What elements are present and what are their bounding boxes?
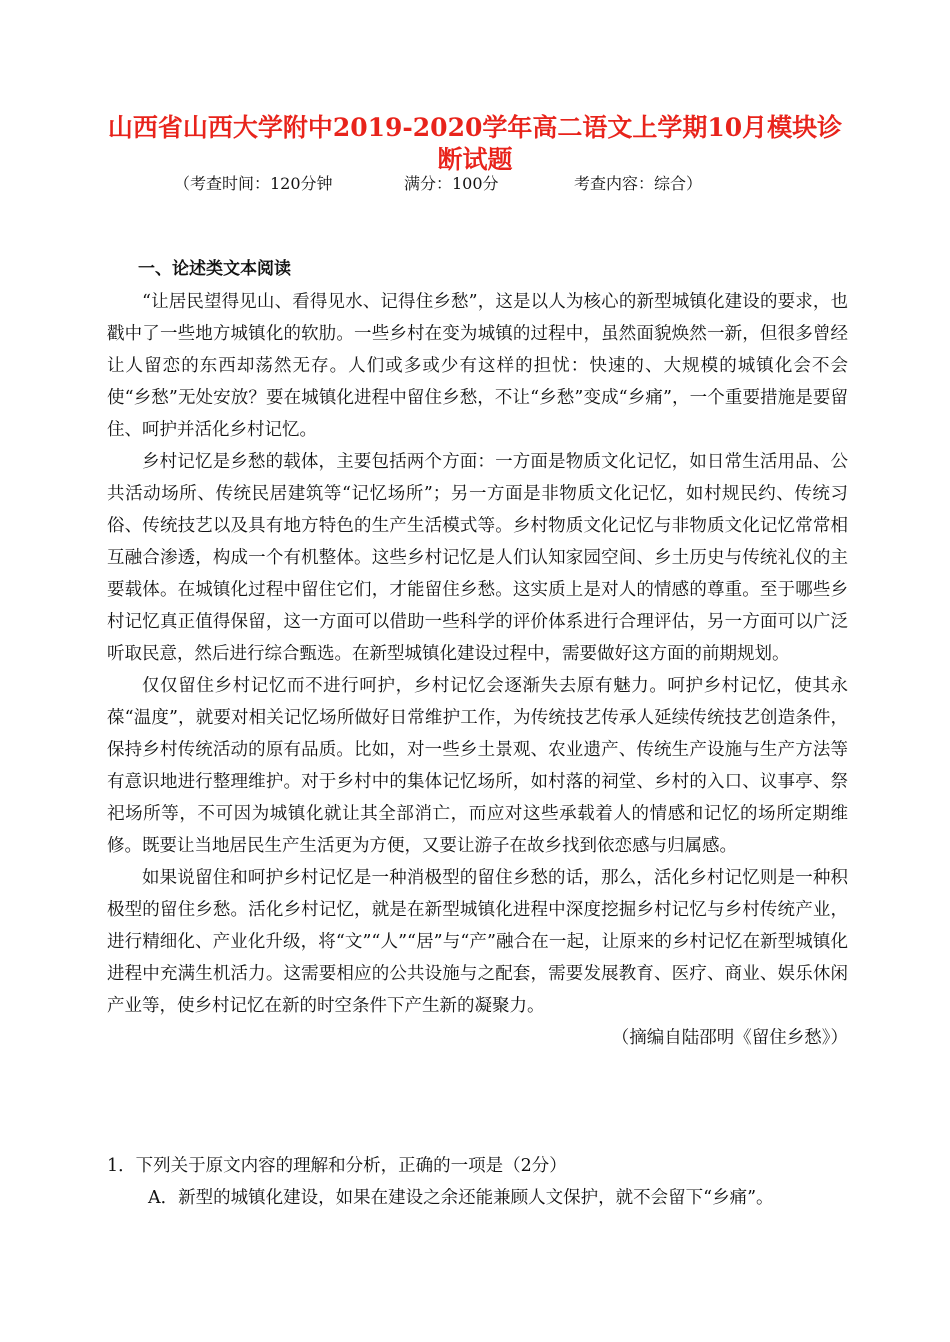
question-option-a: A．新型的城镇化建设，如果在建设之余还能兼顾人文保护，就不会留下“乡痛”。 bbox=[148, 1188, 774, 1208]
section-heading: 一、论述类文本阅读 bbox=[138, 259, 291, 279]
paragraph: 如果说留住和呵护乡村记忆是一种消极型的留住乡愁的话，那么，活化乡村记忆则是一种积极型的留住乡愁。活化乡村记忆，就是在新型城镇化进程中深度挖掘乡村记忆与乡村传统产业，进行精细化、产业化升级，将“文”“人”“居”与“产”融合在一起，让原来的乡村记忆在新型城镇化进程中充满生机活力。这需要相应的公共设施与之配套，需要发展教育、医疗、商业、娱乐休闲产业等，使乡村记忆在新的时空条件下产生新的凝聚力。 bbox=[107, 868, 848, 1016]
paragraph: “让居民望得见山、看得见水、记得住乡愁”，这是以人为核心的新型城镇化建设的要求，也戳中了一些地方城镇化的软肋。一些乡村在变为城镇的过程中，虽然面貌焕然一新，但很多曾经让人留恋的东西却荡然无存。人们或多或少有这样的担忧：快速的、大规模的城镇化会不会使“乡愁”无处安放？要在城镇化进程中留住乡愁，不让“乡愁”变成“乡痛”，一个重要措施是要留住、呵护并活化乡村记忆。 bbox=[107, 292, 848, 440]
exam-score: 满分：100分 bbox=[404, 174, 499, 193]
document-title: 山西省山西大学附中2019-2020学年高二语文上学期10月模块诊断试题 bbox=[107, 113, 843, 174]
question-stem: 1．下列关于原文内容的理解和分析，正确的一项是（2分） bbox=[107, 1156, 567, 1176]
exam-content: 考查内容：综合） bbox=[574, 174, 703, 193]
paragraph: 乡村记忆是乡愁的载体，主要包括两个方面：一方面是物质文化记忆，如日常生活用品、公共活动场所、传统民居建筑等“记忆场所”；另一方面是非物质文化记忆，如村规民约、传统习俗、传统技艺以及具有地方特色的生产生活模式等。乡村物质文化记忆与非物质文化记忆常常相互融合渗透，构成一个有机整体。这些乡村记忆是人们认知家园空间、乡土历史与传统礼仪的主要载体。在城镇化过程中留住它们，才能留住乡愁。这实质上是对人的情感的尊重。至于哪些乡村记忆真正值得保留，这一方面可以借助一些科学的评价体系进行合理评估，另一方面可以广泛听取民意，然后进行综合甄选。在新型城镇化建设过程中，需要做好这方面的前期规划。 bbox=[107, 452, 848, 664]
passage bbox=[107, 286, 848, 1054]
paragraph: 仅仅留住乡村记忆而不进行呵护，乡村记忆会逐渐失去原有魅力。呵护乡村记忆，使其永葆“温度”，就要对相关记忆场所做好日常维护工作，为传统技艺传承人延续传统技艺创造条件，保持乡村传统活动的原有品质。比如，对一些乡土景观、农业遗产、传统生产设施与生产方法等有意识地进行整理维护。对于乡村中的集体记忆场所，如村落的祠堂、乡村的入口、议事亭、祭祀场所等，不可因为城镇化就让其全部消亡，而应对这些承载着人的情感和记忆的场所定期维修。既要让当地居民生产生活更为方便，又要让游子在故乡找到依恋感与归属感。 bbox=[107, 676, 848, 856]
exam-meta bbox=[174, 173, 702, 195]
exam-time: （考查时间：120分钟 bbox=[174, 174, 333, 193]
source-citation: （摘编自陆邵明《留住乡愁》） bbox=[611, 1028, 848, 1048]
